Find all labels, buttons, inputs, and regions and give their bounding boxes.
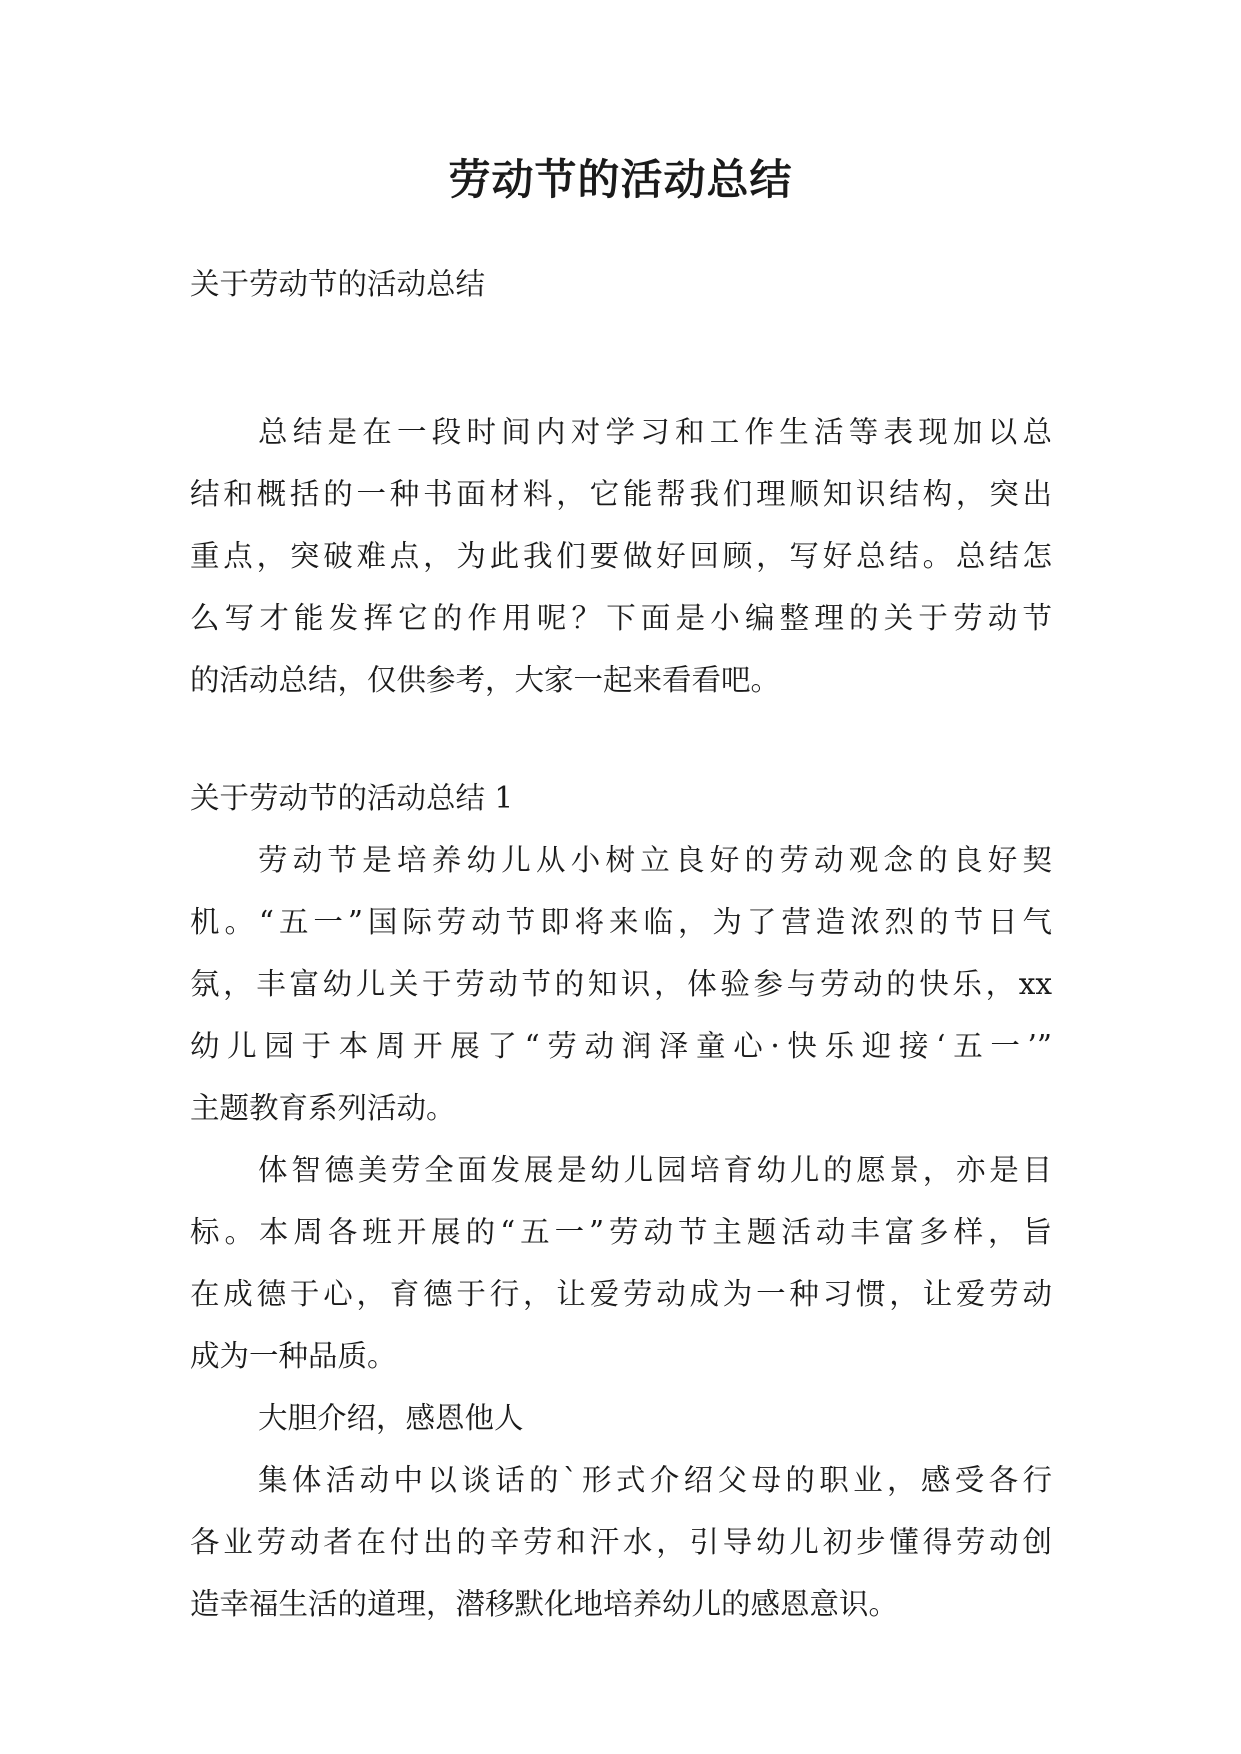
paragraph-line: 标。本周各班开展的“五一”劳动节主题活动丰富多样，旨: [190, 1215, 1052, 1249]
intro-line: 么写才能发挥它的作用呢？下面是小编整理的关于劳动节: [190, 601, 1052, 635]
intro-line: 结和概括的一种书面材料，它能帮我们理顺知识结构，突出: [190, 477, 1052, 511]
document-subtitle: 关于劳动节的活动总结: [190, 267, 486, 301]
paragraph-line: 幼儿园于本周开展了“劳动润泽童心·快乐迎接‘五一’”: [190, 1029, 1052, 1063]
intro-line: 的活动总结，仅供参考，大家一起来看看吧。: [190, 663, 781, 697]
paragraph-line: 在成德于心，育德于行，让爱劳动成为一种习惯，让爱劳动: [190, 1277, 1052, 1311]
paragraph-line: 机。“五一”国际劳动节即将来临，为了营造浓烈的节日气: [190, 905, 1052, 939]
document-title: 劳动节的活动总结: [448, 155, 793, 204]
paragraph-line: 各业劳动者在付出的辛劳和汗水，引导幼儿初步懂得劳动创: [190, 1525, 1052, 1559]
paragraph-line: 体智德美劳全面发展是幼儿园培育幼儿的愿景，亦是目: [258, 1153, 1052, 1187]
section-heading: 关于劳动节的活动总结 1: [190, 781, 514, 815]
paragraph-line: 劳动节是培养幼儿从小树立良好的劳动观念的良好契: [258, 843, 1052, 877]
paragraph-line: 氛，丰富幼儿关于劳动节的知识，体验参与劳动的快乐，xx: [190, 967, 1052, 1001]
intro-line: 总结是在一段时间内对学习和工作生活等表现加以总: [258, 415, 1052, 449]
paragraph-line: 主题教育系列活动。: [190, 1091, 456, 1125]
intro-line: 重点，突破难点，为此我们要做好回顾，写好总结。总结怎: [190, 539, 1052, 573]
paragraph-line: 集体活动中以谈话的`形式介绍父母的职业，感受各行: [258, 1463, 1052, 1497]
subheading: 大胆介绍，感恩他人: [258, 1401, 524, 1435]
paragraph-line: 造幸福生活的道理，潜移默化地培养幼儿的感恩意识。: [190, 1587, 899, 1621]
paragraph-line: 成为一种品质。: [190, 1339, 397, 1373]
